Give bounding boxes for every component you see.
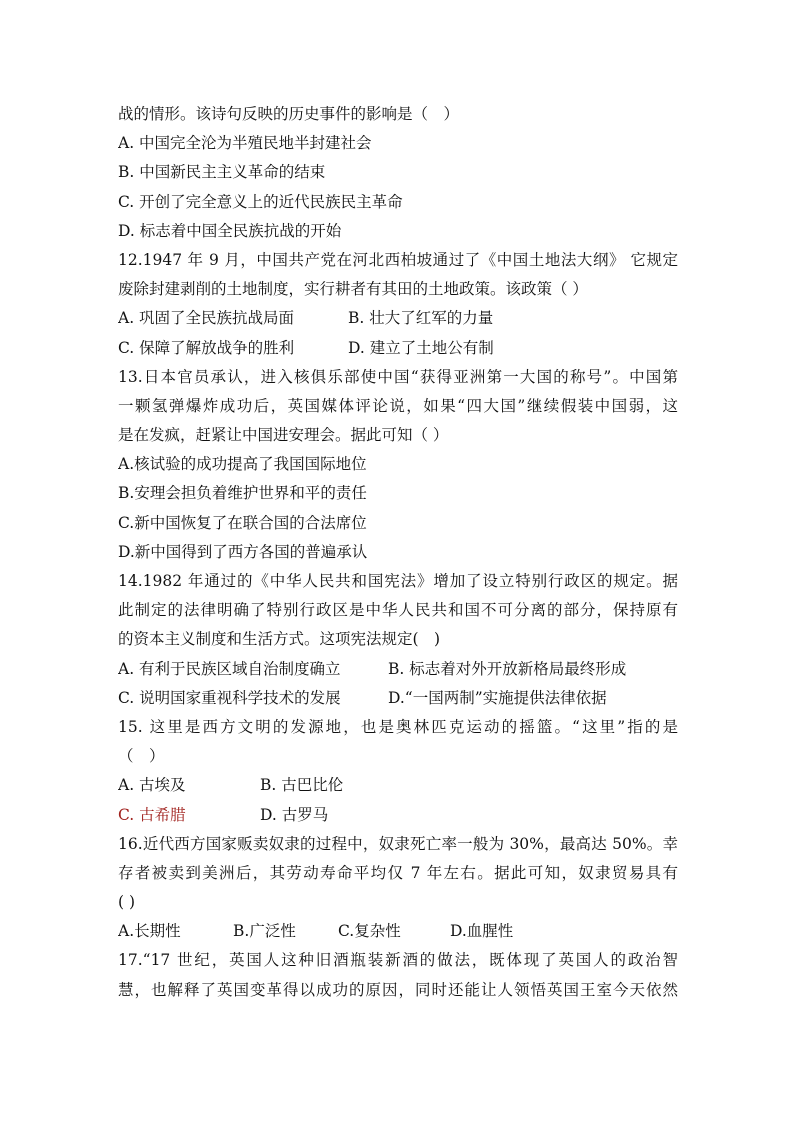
q14-option-a: A. 有利于民族区域自治制度确立 [118, 659, 341, 678]
q12-option-a: A. 巩固了全民族抗战局面 [118, 309, 295, 328]
q15-options-row-1 [118, 771, 678, 800]
q14-options-row-2 [118, 684, 678, 713]
q13-option-b: B.安理会担负着维护世界和平的责任 [118, 484, 367, 503]
q13-stem-line-3: 是在发疯，赶紧让中国进安理会。据此可知（ ） [118, 426, 449, 445]
q16-option-c: C.复杂性 [338, 922, 401, 941]
q16-stem-line-2: 存者被卖到美洲后，其劳动寿命平均仅 7 年左右。据此可知，奴隶贸易具有 [118, 863, 678, 882]
q15-stem-line-1: 15. 这里是西方文明的发源地，也是奥林匹克运动的摇篮。“这里”指的是 [118, 717, 678, 736]
q14-options-row-1 [118, 655, 678, 684]
q15-stem-line-2: （ ） [118, 747, 165, 766]
q15-option-c: C. 古希腊 [118, 805, 186, 824]
q12-stem-line-1: 12.1947 年 9 月，中国共产党在河北西柏坡通过了《中国土地法大纲》 它规定 [118, 250, 678, 269]
q12-stem-line-2: 废除封建剥削的土地制度，实行耕者有其田的土地政策。该政策（ ） [118, 280, 588, 299]
q11-stem-continued: 战的情形。该诗句反映的历史事件的影响是（ ） [118, 105, 460, 123]
q15-option-b: B. 古巴比伦 [260, 776, 344, 795]
q11-option-d: D. 标志着中国全民族抗战的开始 [118, 221, 342, 240]
q16-option-d: D.血腥性 [450, 922, 514, 941]
q16-stem-line-3: ( ) [118, 893, 136, 912]
q16-options-row [118, 917, 678, 946]
q12-option-c: C. 保障了解放战争的胜利 [118, 338, 295, 357]
question-text [118, 100, 678, 1005]
q12-options-row-1 [118, 304, 678, 333]
q17-stem-line-1: 17.“17 世纪，英国人这种旧酒瓶装新酒的做法，既体现了英国人的政治智 [118, 951, 678, 970]
q15-option-a: A. 古埃及 [118, 776, 186, 795]
q14-stem-line-2: 此制定的法律明确了特别行政区是中华人民共和国不可分离的部分，保持原有 [118, 601, 678, 620]
q12-option-d: D. 建立了土地公有制 [348, 338, 494, 357]
q17-stem-line-2: 慧，也解释了英国变革得以成功的原因，同时还能让人领悟英国王室今天依然 [118, 980, 678, 999]
q15-option-d: D. 古罗马 [260, 805, 329, 824]
q11-option-c: C. 开创了完全意义上的近代民族民主革命 [118, 192, 403, 211]
q14-option-c: C. 说明国家重视科学技术的发展 [118, 688, 341, 707]
q11-option-a: A. 中国完全沦为半殖民地半封建社会 [118, 134, 372, 153]
q16-option-b: B.广泛性 [233, 922, 296, 941]
q15-options-row-2 [118, 801, 678, 830]
q11-option-b: B. 中国新民主主义革命的结束 [118, 163, 326, 182]
q13-option-d: D.新中国得到了西方各国的普遍承认 [118, 542, 368, 561]
q16-option-a: A.长期性 [118, 922, 181, 941]
q13-option-c: C.新中国恢复了在联合国的合法席位 [118, 513, 367, 532]
q16-stem-line-1: 16.近代西方国家贩卖奴隶的过程中，奴隶死亡率一般为 30%，最高达 50%。幸 [118, 834, 678, 853]
q12-options-row-2 [118, 334, 678, 363]
q14-stem-line-1: 14.1982 年通过的《中华人民共和国宪法》增加了设立特别行政区的规定。据 [118, 572, 678, 590]
q13-stem-line-2: 一颗氢弹爆炸成功后，英国媒体评论说，如果“四大国”继续假装中国弱，这 [118, 396, 678, 415]
q14-option-d: D.“一国两制”实施提供法律依据 [388, 688, 607, 707]
q14-option-b: B. 标志着对外开放新格局最终形成 [388, 659, 627, 678]
q13-stem-line-1: 13.日本官员承认，进入核俱乐部使中国“获得亚洲第一大国的称号”。中国第 [118, 367, 678, 386]
q12-option-b: B. 壮大了红军的力量 [348, 309, 494, 328]
q14-stem-line-3: 的资本主义制度和生活方式。这项宪法规定( ) [118, 630, 441, 649]
q13-option-a: A.核试验的成功提高了我国国际地位 [118, 455, 367, 474]
